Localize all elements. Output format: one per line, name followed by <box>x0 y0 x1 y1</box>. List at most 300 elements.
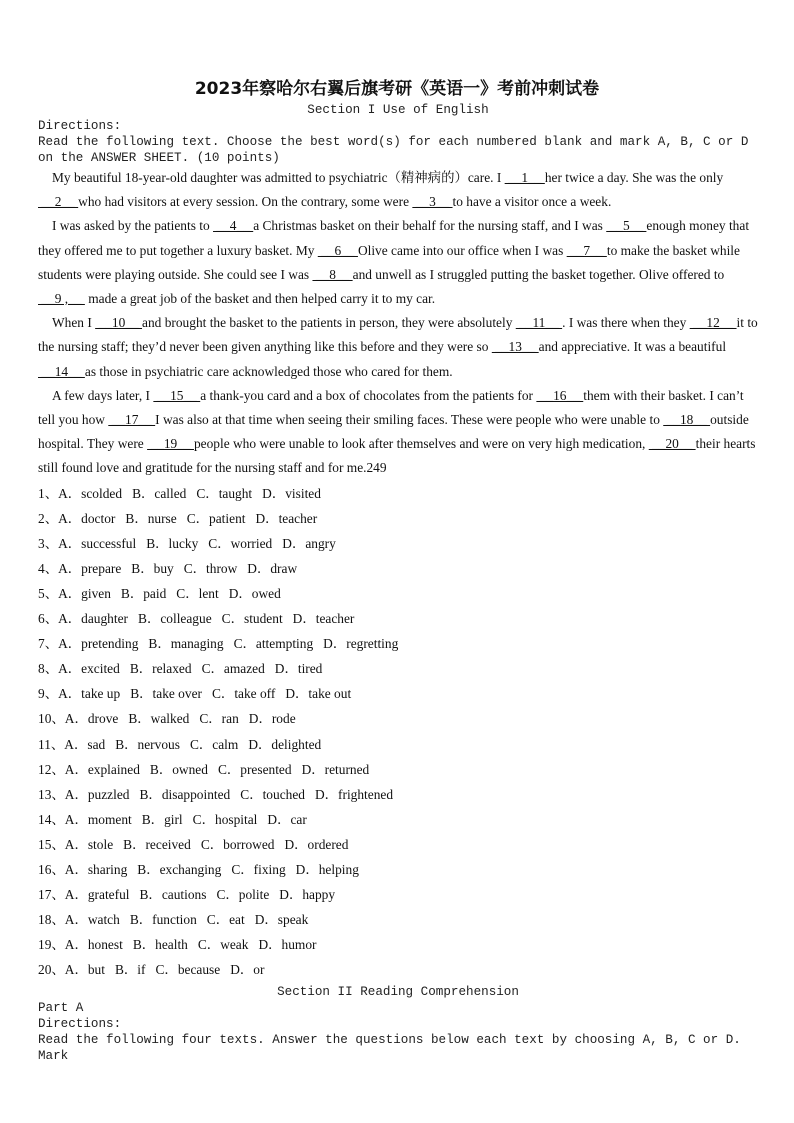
option-letter: D <box>248 736 258 752</box>
option-letter: B <box>139 887 149 903</box>
passage-text: to make the basket while students were playing outside. She could see I was <box>38 242 740 282</box>
option-letter: C <box>211 686 221 702</box>
passage-text: outside hospital. They were <box>38 412 749 452</box>
option-text: fixing <box>253 862 286 878</box>
option-text: regretting <box>346 636 399 652</box>
option-text: owned <box>172 761 208 777</box>
numbered-blank: __4__ <box>213 218 254 234</box>
passage-text: . I was there when they <box>562 315 690 331</box>
answer-option: B．paid <box>120 586 167 602</box>
option-text: hospital <box>215 811 258 827</box>
option-letter: B <box>129 912 139 928</box>
answer-option: D．car <box>267 811 307 827</box>
answer-option: B．girl <box>141 811 183 827</box>
answer-option: A．watch <box>64 912 120 928</box>
exam-page <box>38 76 758 1064</box>
option-text: pretending <box>81 636 139 652</box>
option-letter: A <box>58 636 68 652</box>
passage-text: made a great job of the basket and then helped carry it to my car. <box>84 291 436 307</box>
answer-option: D．regretting <box>323 636 399 652</box>
option-text: successful <box>81 535 137 551</box>
option-letter: D <box>258 937 269 953</box>
numbered-blank: __16__ <box>536 387 584 403</box>
answer-option: B．health <box>132 937 188 953</box>
option-text: patient <box>209 510 246 526</box>
option-text: honest <box>87 937 123 953</box>
question-number: 17 <box>38 887 52 903</box>
question-number: 10 <box>38 711 52 727</box>
option-text: ran <box>221 711 239 727</box>
option-text: because <box>177 962 221 978</box>
answer-option: D．owed <box>228 586 281 602</box>
question-number: 6 <box>38 611 45 627</box>
option-letter: D <box>284 836 295 852</box>
option-text: amazed <box>223 661 265 677</box>
option-text: function <box>152 912 197 928</box>
option-letter: B <box>120 586 130 602</box>
answer-option: D．speak <box>254 912 309 928</box>
answer-option: D．rode <box>248 711 296 727</box>
question-row: 17、A．grateful B．cautions C．polite D．happy <box>38 887 336 903</box>
option-letter: B <box>139 786 149 802</box>
numbered-blank: __8__ <box>312 266 353 282</box>
option-text: moment <box>87 811 132 827</box>
option-letter: C <box>233 636 243 652</box>
option-letter: B <box>131 560 141 576</box>
answer-option: A．given <box>58 586 111 602</box>
answer-option: B．called <box>132 485 187 501</box>
option-letter: B <box>132 485 141 501</box>
option-text: attempting <box>255 636 314 652</box>
question-number: 14 <box>38 811 52 827</box>
answer-option: C．touched <box>240 786 305 802</box>
option-letter: A <box>58 586 68 602</box>
answer-option: D．draw <box>247 560 298 576</box>
section1-directions-text: Read the following text. Choose the best word(s) for each numbered blank and mark A, B, C or D on the ANSWER SHEET. (10 points) <box>38 135 749 165</box>
option-text: explained <box>87 761 140 777</box>
option-letter: A <box>64 811 75 827</box>
option-letter: A <box>64 862 75 878</box>
question-row: 9、A．take up B．take over C．take off D．take out <box>38 686 352 702</box>
numbered-blank: __17__ <box>108 412 156 428</box>
option-letter: B <box>114 962 124 978</box>
option-letter: B <box>128 711 138 727</box>
answer-option: C．lent <box>176 586 219 602</box>
passage-text: a Christmas basket on their behalf for the nursing staff, and I was <box>253 218 607 234</box>
option-letter: B <box>123 836 133 852</box>
answer-option: D．tired <box>274 661 323 677</box>
option-letter: D <box>255 510 266 526</box>
numbered-blank: __2__ <box>38 194 79 210</box>
question-number: 13 <box>38 786 52 802</box>
answer-option: D．angry <box>282 535 336 551</box>
option-text: draw <box>270 560 298 576</box>
answer-option: B．if <box>114 962 146 978</box>
answer-option: C．fixing <box>231 862 286 878</box>
option-text: excited <box>81 661 120 677</box>
question-row: 11、A．sad B．nervous C．calm D．delighted <box>38 736 322 752</box>
question-row: 18、A．watch B．function C．eat D．speak <box>38 912 309 928</box>
passage-text: who had visitors at every session. On the contrary, some were <box>78 194 413 210</box>
option-text: cautions <box>161 887 207 903</box>
option-letter: C <box>221 611 231 627</box>
option-text: buy <box>153 560 174 576</box>
passage-text: My beautiful 18-year-old daughter was admitted to psychiatric（精神病的）care. I <box>52 170 505 185</box>
option-text: rode <box>271 711 296 727</box>
option-letter: A <box>64 711 75 727</box>
option-letter: B <box>125 510 135 526</box>
option-letter: A <box>64 912 75 928</box>
option-letter: D <box>301 761 312 777</box>
option-text: sad <box>87 736 106 752</box>
answer-option: A．grateful <box>64 887 130 903</box>
question-number: 3 <box>38 535 45 551</box>
passage-text: I was asked by the patients to <box>52 218 214 234</box>
answer-option: C．amazed <box>201 661 265 677</box>
option-letter: B <box>115 736 125 752</box>
answer-option: D．helping <box>295 862 359 878</box>
answer-option: C．presented <box>217 761 292 777</box>
answer-option: A．excited <box>58 661 120 677</box>
numbered-blank: __6__ <box>317 242 358 258</box>
option-letter: A <box>64 887 75 903</box>
passage-text: a thank-you card and a box of chocolates from the patients for <box>200 387 537 403</box>
numbered-blank: __12__ <box>689 315 737 331</box>
option-letter: C <box>199 711 209 727</box>
section2-directions-text: Read the following four texts. Answer the questions below each text by choosing A, B, C or D. Mark <box>38 1032 741 1063</box>
section2-part-label: Part A <box>38 1000 84 1015</box>
option-text: borrowed <box>223 836 275 852</box>
answer-option: C．ran <box>199 711 239 727</box>
answer-option: A．sharing <box>64 862 128 878</box>
question-row: 13、A．puzzled B．disappointed C．touched D．frightened <box>38 786 394 802</box>
answer-option: B．relaxed <box>129 661 192 677</box>
passage-text: and brought the basket to the patients in person, they were absolutely <box>142 315 516 331</box>
question-row: 16、A．sharing B．exchanging C．fixing D．helping <box>38 862 359 878</box>
option-letter: D <box>248 711 259 727</box>
option-text: worried <box>230 535 273 551</box>
numbered-blank: __10__ <box>95 315 143 331</box>
answer-option: A．explained <box>64 761 140 777</box>
page-title: 2023年察哈尔右翼后旗考研《英语一》考前冲刺试卷 <box>194 79 600 99</box>
answer-option: D．frightened <box>314 786 394 802</box>
passage-paragraph <box>38 214 758 311</box>
option-letter: B <box>137 862 147 878</box>
passage-text: A few days later, I <box>52 387 154 403</box>
option-text: nervous <box>137 736 180 752</box>
passage-text: people who were unable to look after themselves and were on very high medication, <box>193 436 649 452</box>
option-text: polite <box>238 887 270 903</box>
option-letter: D <box>314 786 325 802</box>
option-letter: D <box>279 887 289 903</box>
passage-paragraph <box>38 166 758 214</box>
answer-option: B．buy <box>131 560 174 576</box>
answer-option: B．function <box>129 912 197 928</box>
answer-option: D．teacher <box>255 510 318 526</box>
question-number: 1 <box>38 485 45 501</box>
option-text: teacher <box>278 510 318 526</box>
answer-option: A．but <box>64 962 105 978</box>
passage-text: I was also at that time when seeing their smiling faces. These were people who were unable to <box>155 412 664 428</box>
answer-option: A．doctor <box>58 510 116 526</box>
option-letter: B <box>129 661 139 677</box>
answer-option: A．sad <box>64 736 106 752</box>
passage-text: When I <box>52 315 96 331</box>
option-text: exchanging <box>159 862 222 878</box>
option-letter: B <box>149 761 159 777</box>
answer-option: A．drove <box>64 711 119 727</box>
answer-option: A．scolded <box>58 485 123 501</box>
question-row: 12、A．explained B．owned C．presented D．returned <box>38 761 370 777</box>
question-row: 3、A．successful B．lucky C．worried D．angry <box>38 535 336 551</box>
option-text: student <box>243 611 283 627</box>
answer-option: A．prepare <box>58 560 122 576</box>
section2-heading: Section II Reading Comprehension <box>277 984 519 999</box>
numbered-blank: __3__ <box>412 194 453 210</box>
option-text: take over <box>152 686 202 702</box>
option-text: relaxed <box>152 661 192 677</box>
numbered-blank: __7__ <box>566 242 607 258</box>
option-text: but <box>87 962 105 978</box>
answer-option: A．honest <box>64 937 123 953</box>
option-text: colleague <box>160 611 212 627</box>
option-letter: C <box>231 862 241 878</box>
option-letter: C <box>183 560 193 576</box>
option-text: delighted <box>271 736 322 752</box>
answer-option: B．nervous <box>115 736 180 752</box>
option-letter: D <box>228 586 239 602</box>
answer-option: B．owned <box>149 761 208 777</box>
numbered-blank: __19__ <box>147 436 194 452</box>
option-letter: C <box>216 887 226 903</box>
passage-text: it to the nursing staff; they’d never been given anything like this before and they were so <box>38 315 758 355</box>
answer-option: A．stole <box>64 836 114 852</box>
numbered-blank: __15__ <box>153 387 201 403</box>
cloze-passage <box>38 166 758 481</box>
answer-option: B．nurse <box>125 510 177 526</box>
passage-text: and unwell as I struggled putting the basket together. Olive offered to <box>352 266 725 282</box>
option-letter: C <box>192 811 202 827</box>
option-text: received <box>145 836 191 852</box>
option-letter: A <box>58 485 68 501</box>
option-text: prepare <box>81 560 122 576</box>
option-text: walked <box>150 711 190 727</box>
answer-option: C．eat <box>206 912 245 928</box>
option-text: taught <box>218 485 253 501</box>
question-number: 19 <box>38 937 52 953</box>
answer-option: D．returned <box>301 761 370 777</box>
option-letter: A <box>64 736 74 752</box>
option-text: take out <box>308 686 352 702</box>
passage-text: her twice a day. She was the only <box>544 170 724 185</box>
answer-option: A．moment <box>64 811 132 827</box>
option-letter: A <box>58 535 68 551</box>
option-text: happy <box>302 887 336 903</box>
option-letter: D <box>274 661 285 677</box>
option-letter: C <box>217 761 227 777</box>
option-letter: C <box>186 510 196 526</box>
option-letter: C <box>197 937 207 953</box>
question-number: 15 <box>38 836 52 852</box>
answer-option: C．attempting <box>233 636 314 652</box>
answer-option: A．pretending <box>58 636 139 652</box>
section1-heading: Section I Use of English <box>307 103 489 117</box>
answer-option: B．managing <box>148 636 224 652</box>
option-text: puzzled <box>87 786 130 802</box>
question-number: 18 <box>38 912 52 928</box>
answer-option: D．humor <box>258 937 317 953</box>
option-text: given <box>81 586 111 602</box>
passage-text: enough money that they offered me to put together a luxury basket. My <box>38 218 750 258</box>
answer-option: D．delighted <box>248 736 322 752</box>
option-letter: D <box>295 862 306 878</box>
option-text: or <box>253 962 265 978</box>
option-letter: D <box>247 560 257 576</box>
option-letter: D <box>323 636 333 652</box>
answer-option: A．daughter <box>58 611 129 627</box>
question-row: 8、A．excited B．relaxed C．amazed D．tired <box>38 661 323 677</box>
answer-option: B．take over <box>130 686 202 702</box>
section1-directions-label: Directions: <box>38 119 122 133</box>
option-text: sharing <box>87 862 128 878</box>
answer-option: B．lucky <box>146 535 199 551</box>
answer-option: B．colleague <box>138 611 212 627</box>
answer-option: C．because <box>155 962 221 978</box>
passage-paragraph <box>38 384 758 481</box>
option-text: scolded <box>81 485 123 501</box>
passage-text: their hearts still found love and gratitude for the nursing staff and for me.249 <box>38 436 756 476</box>
option-letter: C <box>208 535 218 551</box>
option-text: managing <box>170 636 224 652</box>
numbered-blank: __20__ <box>648 436 696 452</box>
numbered-blank: __13__ <box>491 339 539 355</box>
option-letter: A <box>64 761 75 777</box>
question-row: 14、A．moment B．girl C．hospital D．car <box>38 811 307 827</box>
answer-option: A．puzzled <box>64 786 130 802</box>
option-letter: C <box>206 912 216 928</box>
option-text: owed <box>251 586 281 602</box>
option-letter: D <box>292 611 303 627</box>
answer-option: C．throw <box>183 560 238 576</box>
option-text: disappointed <box>161 786 231 802</box>
section2-directions-label: Directions: <box>38 1016 122 1031</box>
answer-option: D．teacher <box>292 611 355 627</box>
question-number: 8 <box>38 661 45 677</box>
numbered-blank: __9 ,__ <box>38 291 85 307</box>
option-letter: C <box>240 786 250 802</box>
option-letter: C <box>189 736 199 752</box>
option-text: visited <box>285 485 321 501</box>
option-text: throw <box>206 560 238 576</box>
passage-text: to have a visitor once a week. <box>452 194 612 210</box>
passage-text: them with their basket. I can’t tell you how <box>38 387 744 428</box>
answer-option: A．successful <box>58 535 137 551</box>
option-text: tired <box>297 661 323 677</box>
option-text: daughter <box>81 611 129 627</box>
answer-option: C．borrowed <box>200 836 275 852</box>
question-row: 5、A．given B．paid C．lent D．owed <box>38 586 281 602</box>
option-letter: A <box>64 962 75 978</box>
option-letter: A <box>58 661 68 677</box>
answer-option: A．take up <box>58 686 121 702</box>
option-text: grateful <box>87 887 130 903</box>
question-number: 11 <box>38 736 51 752</box>
option-text: touched <box>262 786 305 802</box>
answer-option: D．ordered <box>284 836 349 852</box>
question-row: 2、A．doctor B．nurse C．patient D．teacher <box>38 510 318 526</box>
option-text: frightened <box>338 786 394 802</box>
question-row: 10、A．drove B．walked C．ran D．rode <box>38 711 296 727</box>
option-text: nurse <box>147 510 177 526</box>
option-text: humor <box>281 937 317 953</box>
option-letter: A <box>58 686 68 702</box>
answer-option: C．patient <box>186 510 246 526</box>
question-number: 2 <box>38 510 45 526</box>
question-number: 9 <box>38 686 45 702</box>
question-row: 20、A．but B．if C．because D．or <box>38 962 265 978</box>
option-text: car <box>290 811 307 827</box>
passage-paragraph <box>38 311 758 384</box>
option-text: speak <box>277 912 309 928</box>
option-letter: C <box>155 962 165 978</box>
option-letter: D <box>285 686 296 702</box>
answer-option: C．polite <box>216 887 270 903</box>
option-text: take off <box>234 686 276 702</box>
question-list <box>38 481 758 983</box>
question-number: 16 <box>38 862 52 878</box>
option-letter: A <box>64 786 75 802</box>
answer-option: C．weak <box>197 937 249 953</box>
option-letter: C <box>201 661 211 677</box>
question-number: 12 <box>38 761 52 777</box>
question-number: 4 <box>38 560 45 576</box>
option-letter: B <box>132 937 142 953</box>
option-text: calm <box>212 736 239 752</box>
option-text: watch <box>87 912 120 928</box>
option-letter: A <box>58 560 68 576</box>
option-text: paid <box>143 586 167 602</box>
option-letter: A <box>58 611 68 627</box>
option-letter: D <box>262 485 272 501</box>
numbered-blank: __11__ <box>515 315 563 331</box>
option-text: eat <box>229 912 245 928</box>
numbered-blank: __18__ <box>663 412 711 428</box>
option-letter: B <box>141 811 151 827</box>
option-text: presented <box>240 761 292 777</box>
option-text: lent <box>198 586 219 602</box>
option-letter: B <box>130 686 140 702</box>
question-row: 4、A．prepare B．buy C．throw D．draw <box>38 560 298 576</box>
option-text: doctor <box>81 510 116 526</box>
option-letter: A <box>64 836 75 852</box>
passage-text: Olive came into our office when I was <box>357 242 567 258</box>
option-letter: D <box>254 912 265 928</box>
option-text: weak <box>220 937 249 953</box>
answer-option: B．received <box>123 836 191 852</box>
option-letter: C <box>176 586 186 602</box>
option-text: girl <box>164 811 183 827</box>
option-text: drove <box>87 711 119 727</box>
option-text: returned <box>324 761 370 777</box>
option-text: called <box>154 485 187 501</box>
question-row: 6、A．daughter B．colleague C．student D．teacher <box>38 611 355 627</box>
answer-option: C．worried <box>208 535 273 551</box>
answer-option: C．take off <box>211 686 276 702</box>
answer-option: B．disappointed <box>139 786 231 802</box>
option-text: health <box>155 937 188 953</box>
question-number: 7 <box>38 636 45 652</box>
option-text: stole <box>87 836 114 852</box>
